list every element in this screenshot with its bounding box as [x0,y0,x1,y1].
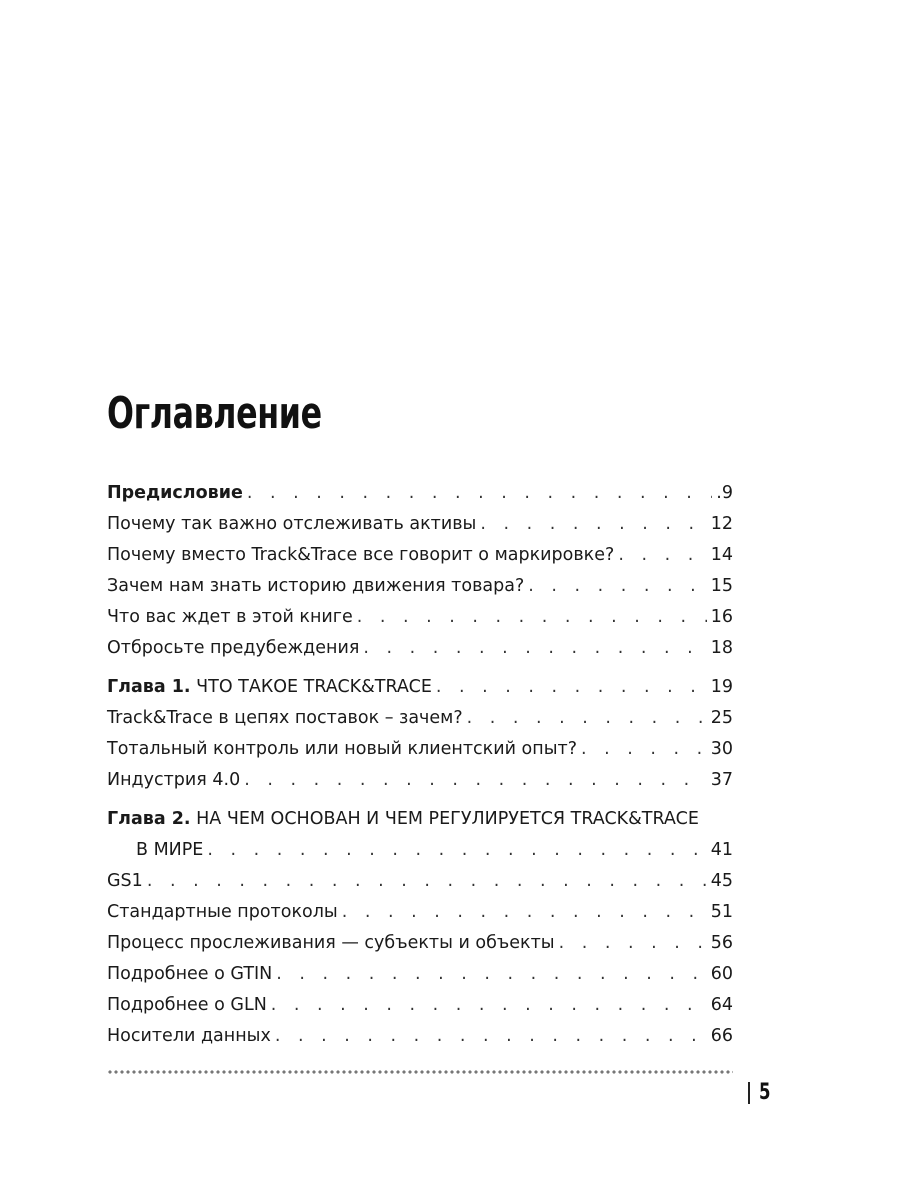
dot-leader [363,633,706,664]
toc-entry[interactable] [107,765,733,796]
toc-entry-page: 18 [710,638,733,658]
toc-entry-label: Тотальный контроль или новый клиентский опыт? [107,739,577,759]
toc-entry-label: Стандартные протоколы [107,902,338,922]
dot-leader [247,478,712,509]
toc-entry-label: Носители данных [107,1026,271,1046]
dot-leader [528,571,706,602]
toc-entry-label: Track&Trace в цепях поставок – зачем? [107,708,463,728]
toc-entry[interactable] [107,703,733,734]
toc-entry[interactable] [107,990,733,1021]
toc-entry-label: В МИРЕ [136,840,204,860]
toc-entry[interactable] [107,897,733,928]
toc-entry-page: 45 [710,871,733,891]
toc-entry-label: Подробнее о GLN [107,995,267,1015]
dotted-divider [107,1070,733,1074]
toc-entry-page: 66 [710,1026,733,1046]
toc-entry-page: 25 [710,708,733,728]
chapter-prefix: Глава 2. [107,809,191,829]
dot-leader [581,734,707,765]
dot-leader [342,897,707,928]
toc-entry-label: Индустрия 4.0 [107,770,241,790]
dot-leader [480,509,706,540]
toc-entry-label: Что вас ждет в этой книге [107,607,353,627]
toc-entry[interactable] [107,509,733,540]
folio-divider [748,1082,750,1104]
toc-entry[interactable] [107,959,733,990]
dot-leader [244,765,707,796]
toc-entry-label: Предисловие [107,483,243,503]
toc-entry[interactable] [107,540,733,571]
toc-entry-label: Подробнее о GTIN [107,964,273,984]
toc-entry-page: 60 [710,964,733,984]
folio-number: 5 [759,1080,771,1105]
toc-entry-label: НА ЧЕМ ОСНОВАН И ЧЕМ РЕГУЛИРУЕТСЯ TRACK&TRACE [190,809,699,829]
dot-leader [207,835,706,866]
toc-entry-page: 56 [710,933,733,953]
toc-entry-label: GS1 [107,871,143,891]
toc-entry-label: Почему вместо Track&Trace все говорит о маркировке? [107,545,615,565]
toc-entry[interactable] [107,571,733,602]
toc-entry[interactable] [107,1021,733,1052]
toc-entry-page: 37 [710,770,733,790]
toc-entry-label: Глава 1. ЧТО ТАКОЕ TRACK&TRACE [107,677,432,697]
toc-entry-page: 12 [710,514,733,534]
chapter-prefix: Глава 1. [107,677,191,697]
dot-leader [467,703,707,734]
toc-entry-page: 14 [710,545,733,565]
toc-entry-label: Почему так важно отслеживать активы [107,514,477,534]
toc-entry-label: Зачем нам знать историю движения товара? [107,576,525,596]
toc-entry[interactable] [107,633,733,664]
page-title: Оглавление [107,388,322,439]
toc-entry-page: 15 [710,576,733,596]
toc-entry-page: 41 [710,840,733,860]
toc-entry-label: Процесс прослеживания — субъекты и объекты [107,933,555,953]
dot-leader [147,866,707,897]
toc-entry[interactable] [107,866,733,897]
toc-entry-chapter-1[interactable] [107,672,733,703]
dot-leader [618,540,706,571]
table-of-contents [107,478,733,1052]
toc-entry-page: 51 [710,902,733,922]
toc-entry-chapter-2-heading[interactable] [107,804,733,835]
toc-entry-preface[interactable] [107,478,733,509]
dot-leader [271,990,707,1021]
toc-entry-page: 30 [710,739,733,759]
toc-entry[interactable] [107,928,733,959]
dot-leader [357,602,707,633]
toc-entry-page: .9 [716,483,733,503]
toc-entry-page: 19 [710,677,733,697]
toc-entry[interactable] [107,602,733,633]
toc-entry-page: 64 [710,995,733,1015]
dot-leader [275,1021,707,1052]
toc-entry-label: Отбросьте предубеждения [107,638,360,658]
dot-leader [436,672,707,703]
toc-entry[interactable] [107,734,733,765]
dot-leader [276,959,706,990]
page-number [748,1080,774,1105]
toc-entry-chapter-2-continuation[interactable] [107,835,733,866]
toc-entry-page: 16 [710,607,733,627]
dot-leader [559,928,707,959]
